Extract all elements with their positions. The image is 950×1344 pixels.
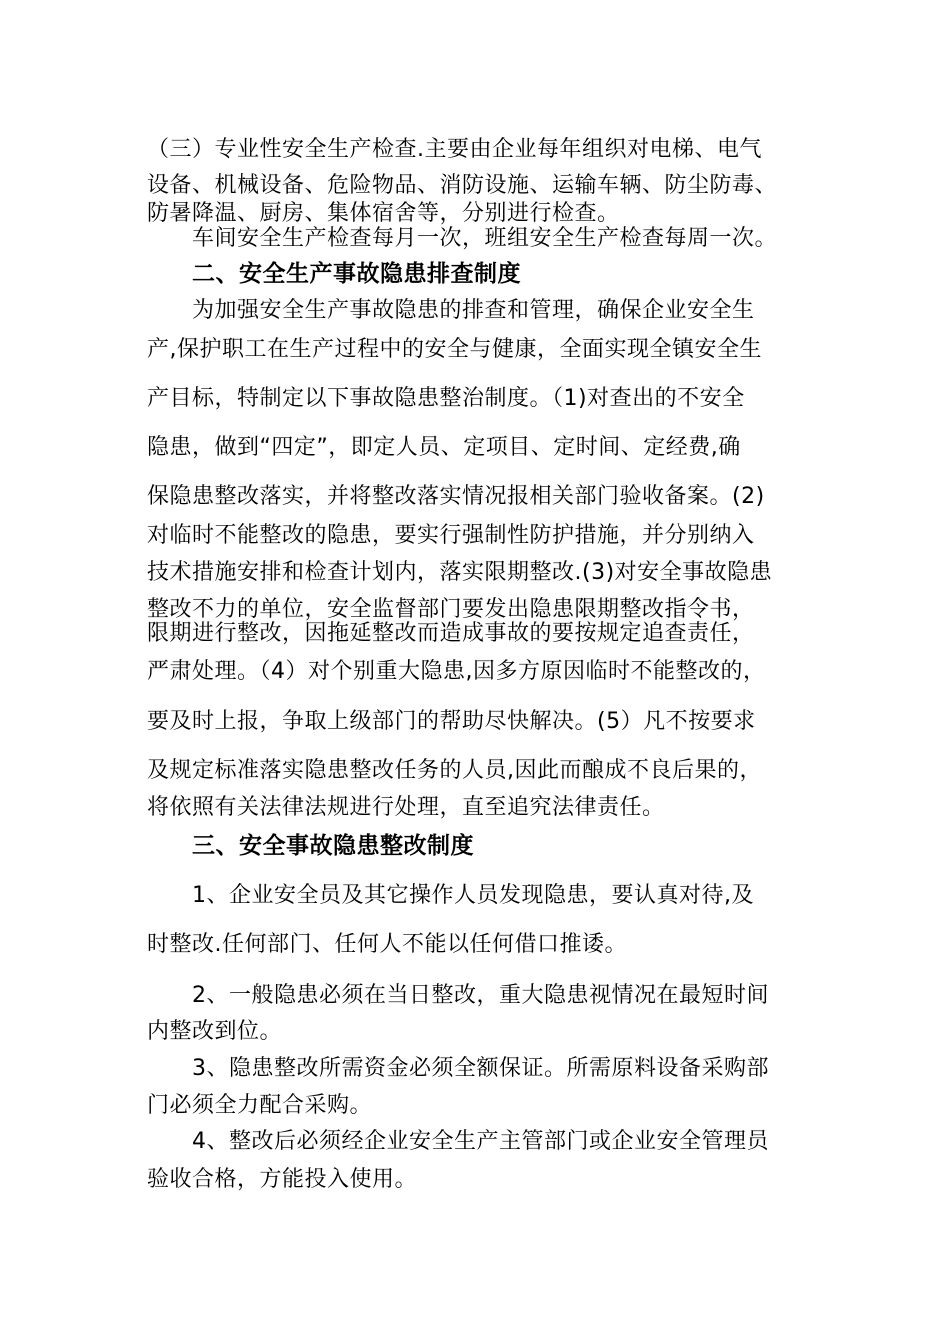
paragraph-line: 门必须全力配合采购。 bbox=[147, 1093, 373, 1118]
paragraph-line: 3、隐患整改所需资金必须全额保证。所需原料设备采购部 bbox=[192, 1056, 769, 1081]
paragraph-line: 限期进行整改，因拖延整改而造成事故的要按规定追查责任， bbox=[147, 621, 755, 646]
paragraph-line: 对临时不能整改的隐患，要实行强制性防护措施，并分别纳入 bbox=[147, 523, 755, 548]
paragraph-line: 2、一般隐患必须在当日整改，重大隐患视情况在最短时间 bbox=[192, 983, 769, 1008]
section-heading: 二、安全生产事故隐患排查制度 bbox=[192, 261, 521, 287]
paragraph-line: 为加强安全生产事故隐患的排查和管理，确保企业安全生 bbox=[192, 298, 755, 323]
paragraph-line: 设备、机械设备、危险物品、消防设施、运输车辆、防尘防毒、 bbox=[147, 173, 778, 198]
paragraph-line: 时整改.任何部门、任何人不能以任何借口推诿。 bbox=[147, 932, 627, 957]
paragraph-line: 保隐患整改落实，并将整改落实情况报相关部门验收备案。(2) bbox=[147, 484, 765, 509]
paragraph-line: 严肃处理。（4）对个别重大隐患,因多方原因临时不能整改的， bbox=[147, 659, 766, 684]
paragraph-line: 1、企业安全员及其它操作人员发现隐患，要认真对待,及 bbox=[192, 883, 754, 908]
paragraph-line: （三）专业性安全生产检查.主要由企业每年组织对电梯、电气 bbox=[147, 137, 762, 162]
paragraph-line: 及规定标准落实隐患整改任务的人员,因此而酿成不良后果的， bbox=[147, 758, 762, 783]
paragraph-line: 要及时上报，争取上级部门的帮助尽快解决。(5）凡不按要求 bbox=[147, 709, 756, 734]
section-heading: 三、安全事故隐患整改制度 bbox=[192, 833, 474, 859]
paragraph-line: 技术措施安排和检查计划内，落实限期整改.(3)对安全事故隐患 bbox=[147, 560, 773, 585]
paragraph-line: 产目标，特制定以下事故隐患整治制度。（1)对查出的不安全 bbox=[147, 386, 745, 411]
paragraph-line: 产,保护职工在生产过程中的安全与健康，全面实现全镇安全生 bbox=[147, 337, 762, 362]
paragraph-line: 车间安全生产检查每月一次，班组安全生产检查每周一次。 bbox=[192, 226, 778, 251]
paragraph-line: 将依照有关法律法规进行处理，直至追究法律责任。 bbox=[147, 795, 665, 820]
paragraph-line: 防暑降温、厨房、集体宿舍等，分别进行检查。 bbox=[147, 201, 620, 226]
paragraph-line: 内整改到位。 bbox=[147, 1019, 283, 1044]
paragraph-line: 隐患，做到“四定”，即定人员、定项目、定时间、定经费,确 bbox=[147, 435, 741, 460]
paragraph-line: 整改不力的单位，安全监督部门要发出隐患限期整改指令书， bbox=[147, 597, 755, 622]
paragraph-line: 4、整改后必须经企业安全生产主管部门或企业安全管理员 bbox=[192, 1129, 769, 1154]
paragraph-line: 验收合格，方能投入使用。 bbox=[147, 1167, 418, 1192]
